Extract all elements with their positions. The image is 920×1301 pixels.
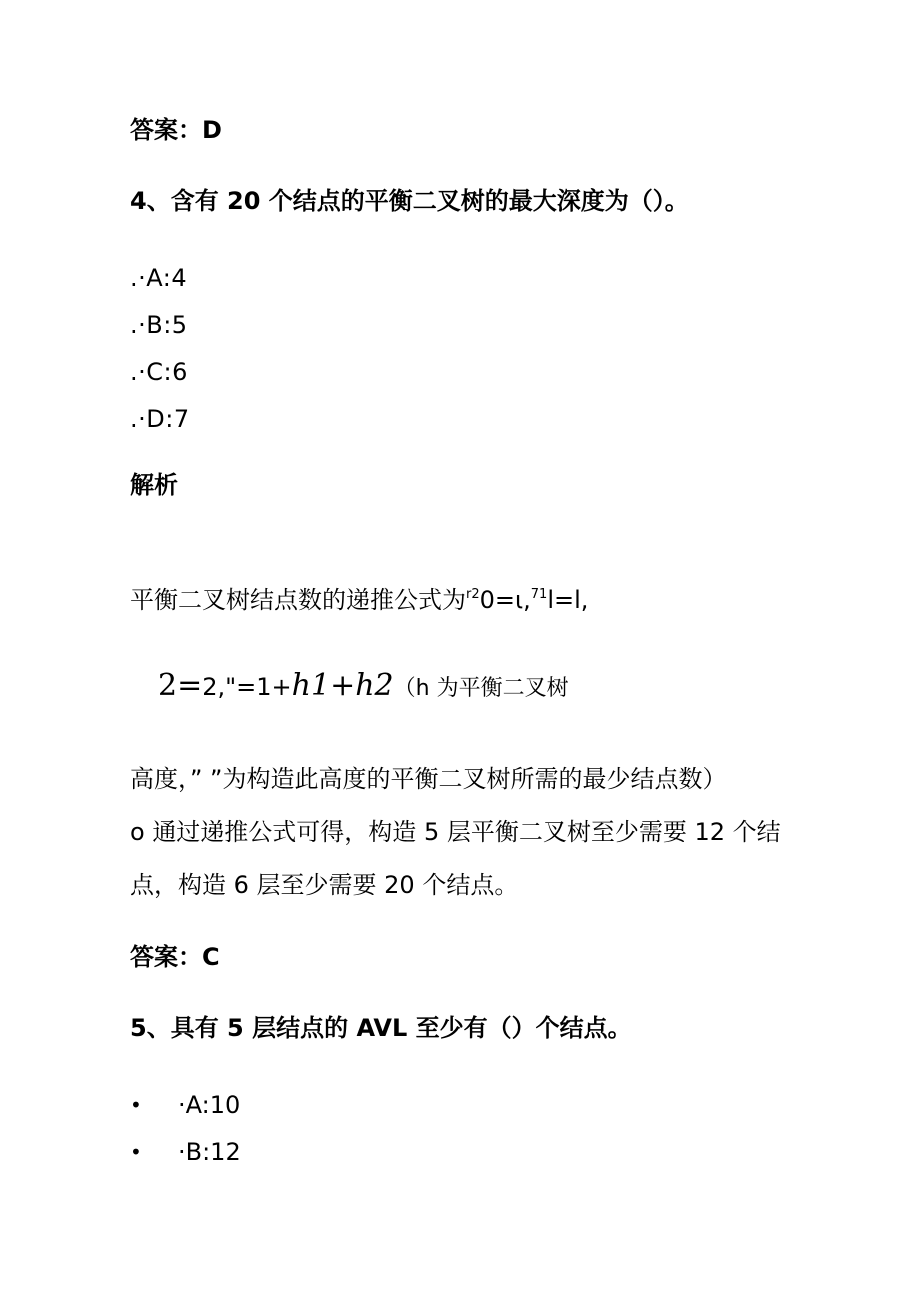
question-4: 4、含有 20 个结点的平衡二叉树的最大深度为（）。 (130, 187, 689, 215)
analysis-line-4: o 通过递推公式可得，构造 5 层平衡二叉树至少需要 12 个结 (130, 818, 781, 846)
answer-q4: 答案：C (130, 943, 220, 971)
q4-option-b: .·B:5 (130, 311, 188, 339)
q5-bullet-a: • (130, 1093, 142, 1117)
formula-part-6: （h 为平衡二叉树 (393, 676, 569, 701)
q4-option-d: .·D:7 (130, 405, 190, 433)
formula-part-3: h1 (291, 668, 331, 703)
analysis-line-1-mid: 0=ι, (479, 586, 531, 614)
analysis-line-3: 高度，” ”为构造此高度的平衡二叉树所需的最少结点数） (130, 765, 727, 793)
analysis-line-5: 点，构造 6 层至少需要 20 个结点。 (130, 871, 519, 899)
analysis-line-1-sup1: r2 (466, 587, 480, 602)
analysis-formula-line (158, 668, 569, 707)
analysis-line-1-text: 平衡二叉树结点数的递推公式为 (130, 586, 466, 614)
q4-option-c: .·C:6 (130, 358, 188, 386)
analysis-line-1-sup2: 71 (530, 587, 548, 602)
analysis-line-1 (130, 580, 588, 615)
q5-option-a: ·A:10 (178, 1091, 241, 1119)
formula-part-5: h2 (355, 668, 394, 703)
analysis-line-1-end: l=l, (547, 586, 589, 614)
q5-bullet-b: • (130, 1140, 142, 1164)
question-5: 5、具有 5 层结点的 AVL 至少有（）个结点。 (130, 1014, 632, 1042)
formula-part-2: 2,"=1+ (202, 673, 292, 701)
q5-option-b: ·B:12 (178, 1138, 241, 1166)
formula-part-4: + (330, 668, 356, 703)
q4-option-a: .·A:4 (130, 264, 188, 292)
answer-prev: 答案：D (130, 116, 222, 144)
formula-part-1: 2= (158, 668, 203, 703)
analysis-heading: 解析 (130, 471, 178, 499)
